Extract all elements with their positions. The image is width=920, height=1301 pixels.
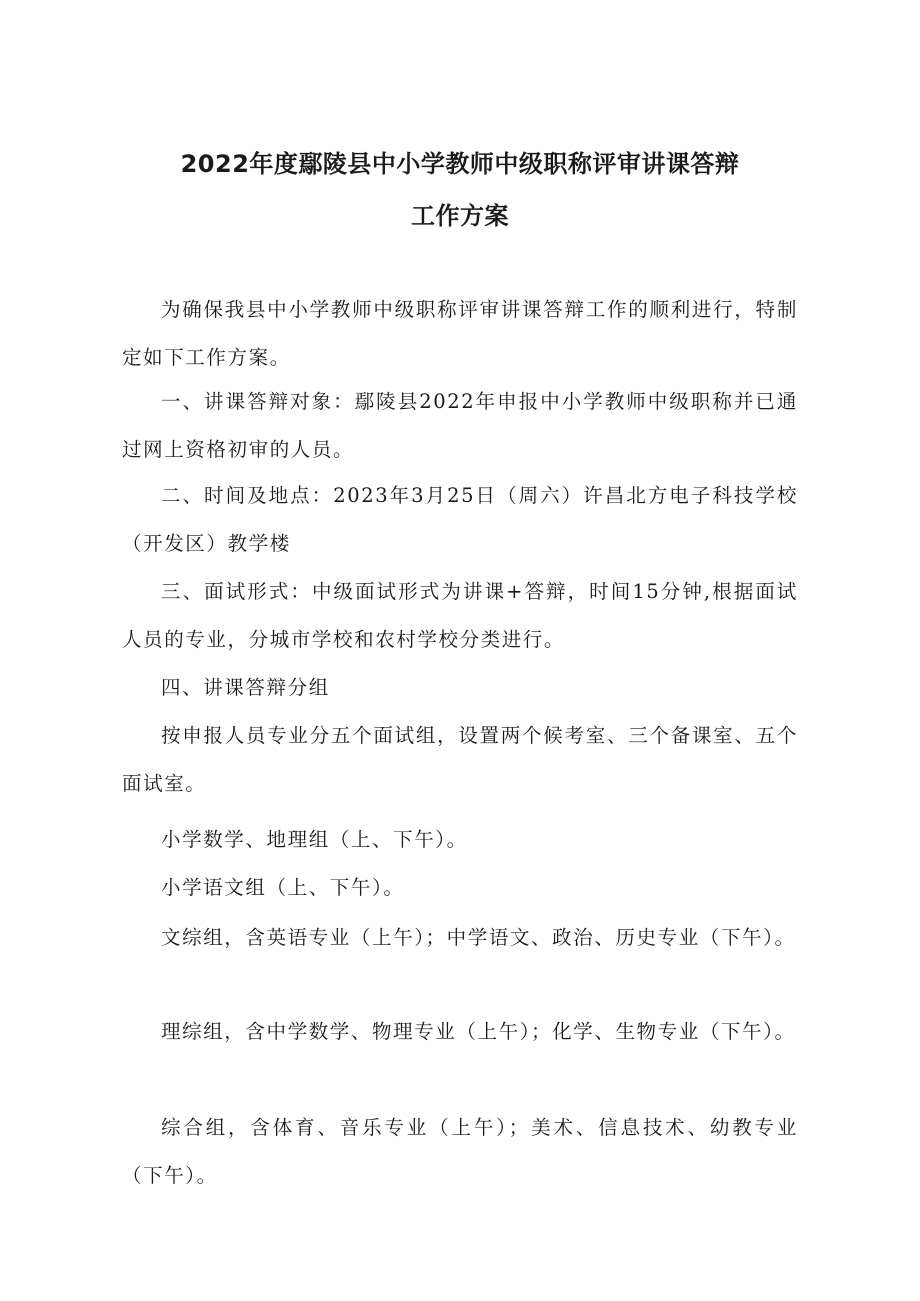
paragraph-target: 一、讲课答辩对象：鄢陵县2022年申报中小学教师中级职称并已通过网上资格初审的人员。 — [122, 390, 798, 461]
paragraph-format: 三、面试形式：中级面试形式为讲课+答辩，时间15分钟,根据面试人员的专业，分城市学校和农村学校分类进行。 — [122, 580, 798, 651]
paragraph-grouping: 按申报人员专业分五个面试组，设置两个候考室、三个备课室、五个面试室。 — [122, 724, 798, 795]
group-item: 综合组，含体育、音乐专业（上午）；美术、信息技术、幼教专业（下午）。 — [122, 1116, 798, 1187]
paragraph-grouping-heading: 四、讲课答辩分组 — [161, 676, 330, 699]
group-item: 小学数学、地理组（上、下午）。 — [161, 828, 468, 851]
document-title-line2: 工作方案 — [411, 202, 509, 230]
document-title-line1: 2022年度鄢陵县中小学教师中级职称评审讲课答辩 — [180, 150, 740, 178]
group-item: 小学语文组（上、下午）。 — [161, 876, 405, 899]
group-item: 文综组，含英语专业（上午）；中学语文、政治、历史专业（下午）。 — [161, 926, 796, 949]
paragraph-time-place: 二、时间及地点：2023年3月25日（周六）许昌北方电子科技学校（开发区）教学楼 — [122, 484, 798, 555]
paragraph-intro: 为确保我县中小学教师中级职称评审讲课答辩工作的顺利进行，特制定如下工作方案。 — [122, 298, 798, 369]
group-item: 理综组，含中学数学、物理专业（上午）；化学、生物专业（下午）。 — [161, 1020, 796, 1043]
